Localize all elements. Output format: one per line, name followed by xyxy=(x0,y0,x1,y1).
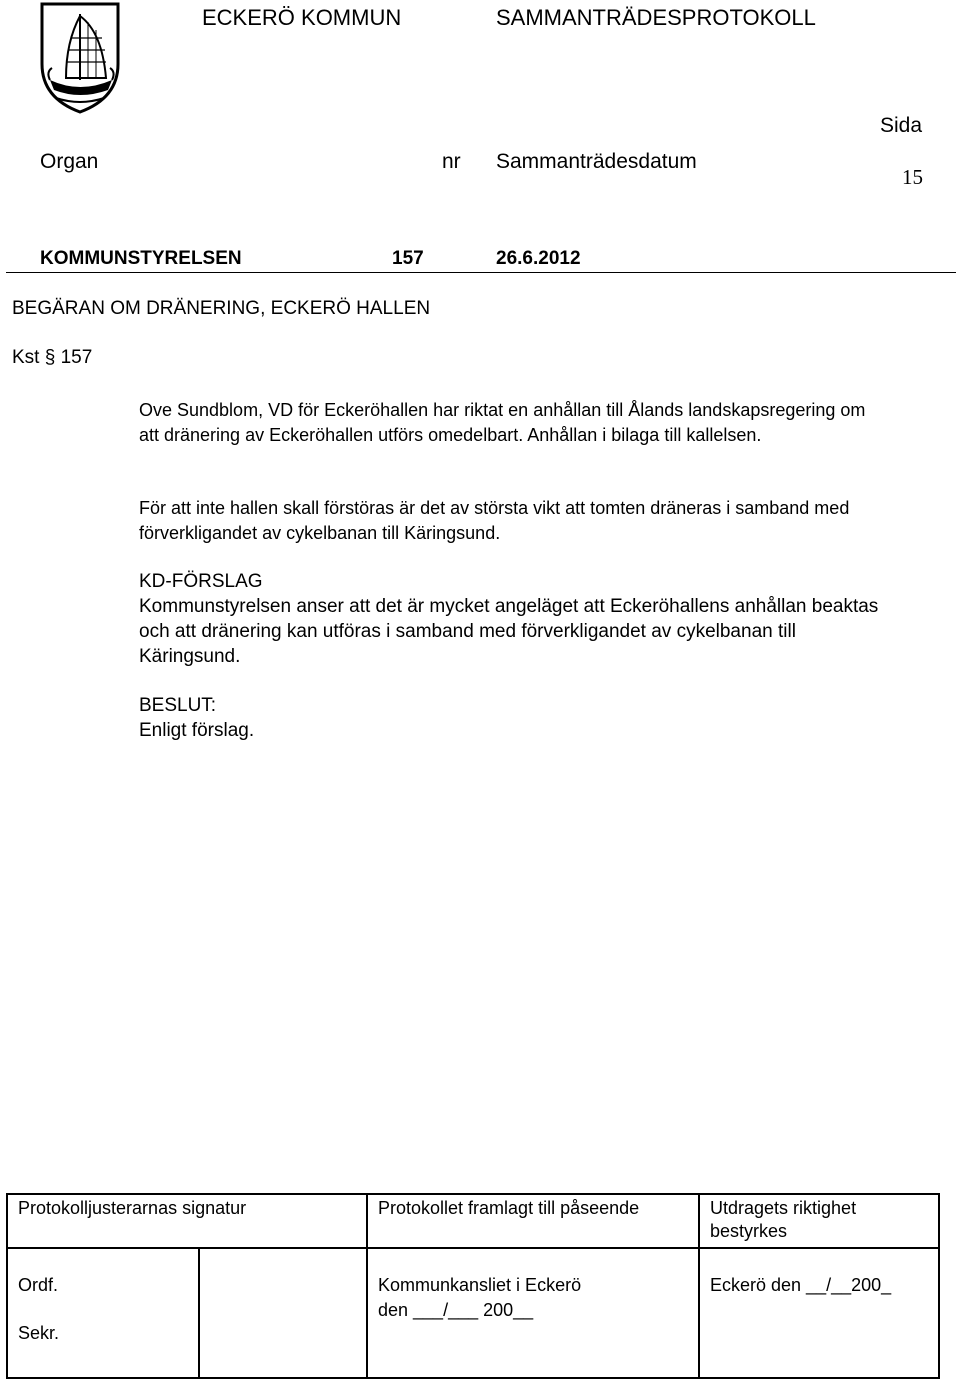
roles-cell xyxy=(7,1248,199,1378)
certify-header: Utdragets riktighet bestyrkes xyxy=(710,1198,857,1241)
date-value: 26.6.2012 xyxy=(496,248,581,269)
decision-text: Enligt förslag. xyxy=(139,720,255,741)
paragraph-2: För att inte hallen skall förstöras är det av största vikt att tomten dräneras i samband med förverkligandet av cykelbanan till Käringsund. xyxy=(139,498,850,543)
proposal-heading: KD-FÖRSLAG xyxy=(139,571,263,592)
certify-cell xyxy=(699,1248,939,1378)
signature-header-cell xyxy=(7,1194,367,1248)
posting-date: den ___/___ 200__ xyxy=(378,1300,534,1320)
viking-ship-coat-of-arms-icon xyxy=(36,2,124,114)
signature-header: Protokolljusterarnas signatur xyxy=(18,1198,247,1218)
organ-value: KOMMUNSTYRELSEN xyxy=(40,248,242,269)
signature-table xyxy=(6,1193,940,1379)
posting-place-cell xyxy=(367,1248,699,1378)
certify-header-cell xyxy=(699,1194,939,1248)
date-label: Sammanträdesdatum xyxy=(496,150,697,173)
proposal-text: Kommunstyrelsen anser att det är mycket angeläget att Eckeröhallens anhållan beaktas och att dränering kan utföras i samband med förverkligandet av cykelbanan till Käringsund. xyxy=(139,596,879,667)
paragraph-1: Ove Sundblom, VD för Eckeröhallen har riktat en anhållan till Ålands landskapsregering om att dränering av Eckeröhallen utförs omedelbart. Anhållan i bilaga till kallelsen. xyxy=(139,400,866,445)
organ-label: Organ xyxy=(40,150,99,173)
posting-place: Kommunkansliet i Eckerö xyxy=(378,1275,582,1295)
header-rule xyxy=(6,272,956,273)
nr-label: nr xyxy=(442,150,461,173)
section-reference: Kst § 157 xyxy=(12,347,93,368)
document-title: BEGÄRAN OM DRÄNERING, ECKERÖ HALLEN xyxy=(12,298,431,319)
page-number: 15 xyxy=(902,165,923,189)
signature-blank-cell xyxy=(199,1248,367,1378)
secretary-label: Sekr. xyxy=(18,1323,60,1343)
decision-heading: BESLUT: xyxy=(139,695,217,716)
page-label: Sida xyxy=(880,114,923,137)
chair-label: Ordf. xyxy=(18,1275,59,1295)
posting-header: Protokollet framlagt till påseende xyxy=(378,1198,640,1218)
municipality-name: ECKERÖ KOMMUN xyxy=(202,5,402,30)
certify-date: Eckerö den __/__200_ xyxy=(710,1275,892,1295)
nr-value: 157 xyxy=(392,248,424,269)
posting-header-cell xyxy=(367,1194,699,1248)
document-type: SAMMANTRÄDESPROTOKOLL xyxy=(496,5,816,30)
